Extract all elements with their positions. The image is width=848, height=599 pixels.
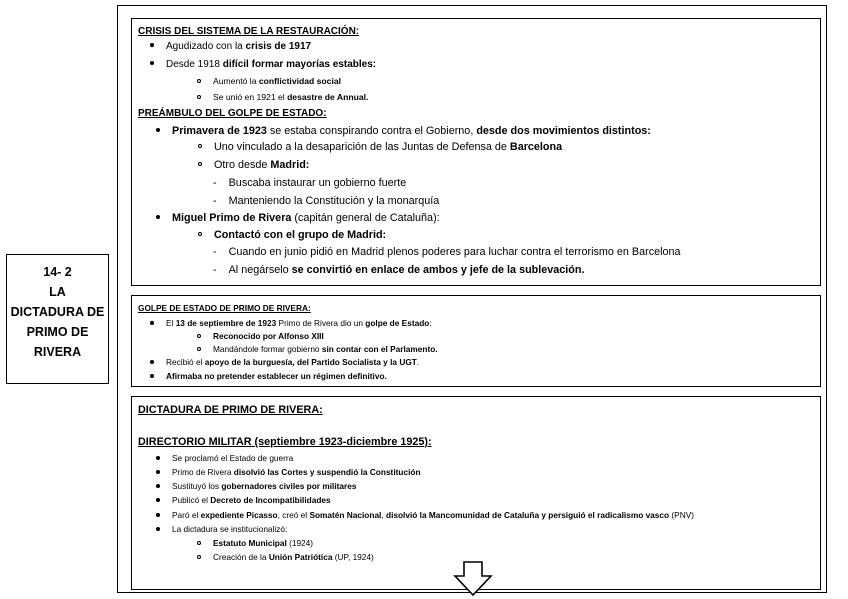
list-item: - Al negárselo se convirtió en enlace de ambos y jefe de la sublevación.	[213, 264, 585, 276]
bullet-icon	[150, 61, 154, 65]
bullet-icon	[156, 513, 160, 517]
list-item: El 13 de septiembre de 1923 Primo de Rivera dio un golpe de Estado:	[150, 318, 432, 328]
sub-bullet-icon	[198, 144, 202, 148]
list-item: - Cuando en junio pidió en Madrid plenos poderes para luchar contra el terrorismo en Barcelona	[213, 246, 681, 258]
list-item: Primo de Rivera disolvió las Cortes y suspendió la Constitución	[156, 467, 421, 477]
list-item: Reconocido por Alfonso XIII	[197, 331, 324, 341]
bullet-icon	[156, 498, 160, 502]
list-item: Contactó con el grupo de Madrid:	[198, 229, 386, 241]
sub-bullet-icon	[198, 162, 202, 166]
bullet-icon	[156, 128, 160, 132]
list-item: Uno vinculado a la desaparición de las Juntas de Defensa de Barcelona	[198, 141, 562, 153]
sub-bullet-icon	[197, 541, 201, 545]
dash-bullet-icon: -	[213, 195, 217, 207]
list-item: Sustituyó los gobernadores civiles por militares	[156, 481, 356, 491]
list-item: Aumentó la conflictividad social	[197, 76, 341, 86]
bullet-icon	[150, 360, 154, 364]
sub-bullet-icon	[197, 347, 201, 351]
list-item: Afirmaba no pretender establecer un régimen definitivo.	[150, 371, 387, 381]
bullet-icon	[156, 456, 160, 460]
dash-bullet-icon: -	[213, 264, 217, 276]
sub-bullet-icon	[197, 555, 201, 559]
list-item: Miguel Primo de Rivera (capitán general de Cataluña):	[156, 212, 440, 224]
list-item: Recibió el apoyo de la burguesía, del Partido Socialista y la UGT.	[150, 357, 419, 367]
sub-bullet-icon	[197, 334, 201, 338]
down-arrow-icon	[453, 561, 493, 597]
side-title-line: DICTADURA DE	[10, 305, 105, 319]
side-title-line: LA	[49, 285, 66, 299]
dash-bullet-icon: -	[213, 246, 217, 258]
bullet-icon	[150, 321, 154, 325]
list-item: Primavera de 1923 se estaba conspirando contra el Gobierno, desde dos movimientos distintos:	[156, 125, 651, 137]
bullet-icon	[156, 527, 160, 531]
bullet-icon	[150, 374, 154, 378]
list-item: Mandándole formar gobierno sin contar con el Parlamento.	[197, 344, 438, 354]
list-item: Publicó el Decreto de Incompatibilidades	[156, 495, 331, 505]
bullet-icon	[156, 470, 160, 474]
list-item: - Manteniendo la Constitución y la monarquía	[213, 195, 440, 207]
section-heading: PREÁMBULO DEL GOLPE DE ESTADO:	[138, 108, 327, 119]
section-heading: DIRECTORIO MILITAR (septiembre 1923-diciembre 1925):	[138, 436, 432, 448]
section-heading: CRISIS DEL SISTEMA DE LA RESTAURACIÓN:	[138, 26, 360, 37]
bullet-icon	[156, 484, 160, 488]
list-item: Se proclamó el Estado de guerra	[156, 453, 293, 463]
list-item: Agudizado con la crisis de 1917	[150, 41, 311, 52]
list-item: - Buscaba instaurar un gobierno fuerte	[213, 177, 407, 189]
sub-bullet-icon	[197, 79, 201, 83]
dash-bullet-icon: -	[213, 177, 217, 189]
section-heading: DICTADURA DE PRIMO DE RIVERA:	[138, 404, 323, 416]
side-title-line: PRIMO DE	[26, 325, 89, 339]
side-title-box	[6, 254, 109, 384]
side-title-line: 14- 2	[43, 265, 72, 279]
sub-bullet-icon	[197, 95, 201, 99]
list-item: Desde 1918 difícil formar mayorías estables:	[150, 59, 376, 70]
list-item: Creación de la Unión Patriótica (UP, 1924)	[197, 552, 374, 562]
list-item: La dictadura se institucionalizó:	[156, 524, 287, 534]
section-heading: GOLPE DE ESTADO DE PRIMO DE RIVERA:	[138, 303, 311, 313]
list-item: Se unió en 1921 el desastre de Annual.	[197, 92, 368, 102]
list-item: Paró el expediente Picasso, creó el Somatén Nacional, disolvió la Mancomunidad de Cataluña y persiguió el radicalismo vasco (PNV)	[156, 510, 694, 520]
list-item: Estatuto Municipal (1924)	[197, 538, 313, 548]
sub-bullet-icon	[198, 232, 202, 236]
bullet-icon	[156, 215, 160, 219]
list-item: Otro desde Madrid:	[198, 159, 309, 171]
bullet-icon	[150, 43, 154, 47]
side-title-line: RIVERA	[33, 345, 82, 359]
